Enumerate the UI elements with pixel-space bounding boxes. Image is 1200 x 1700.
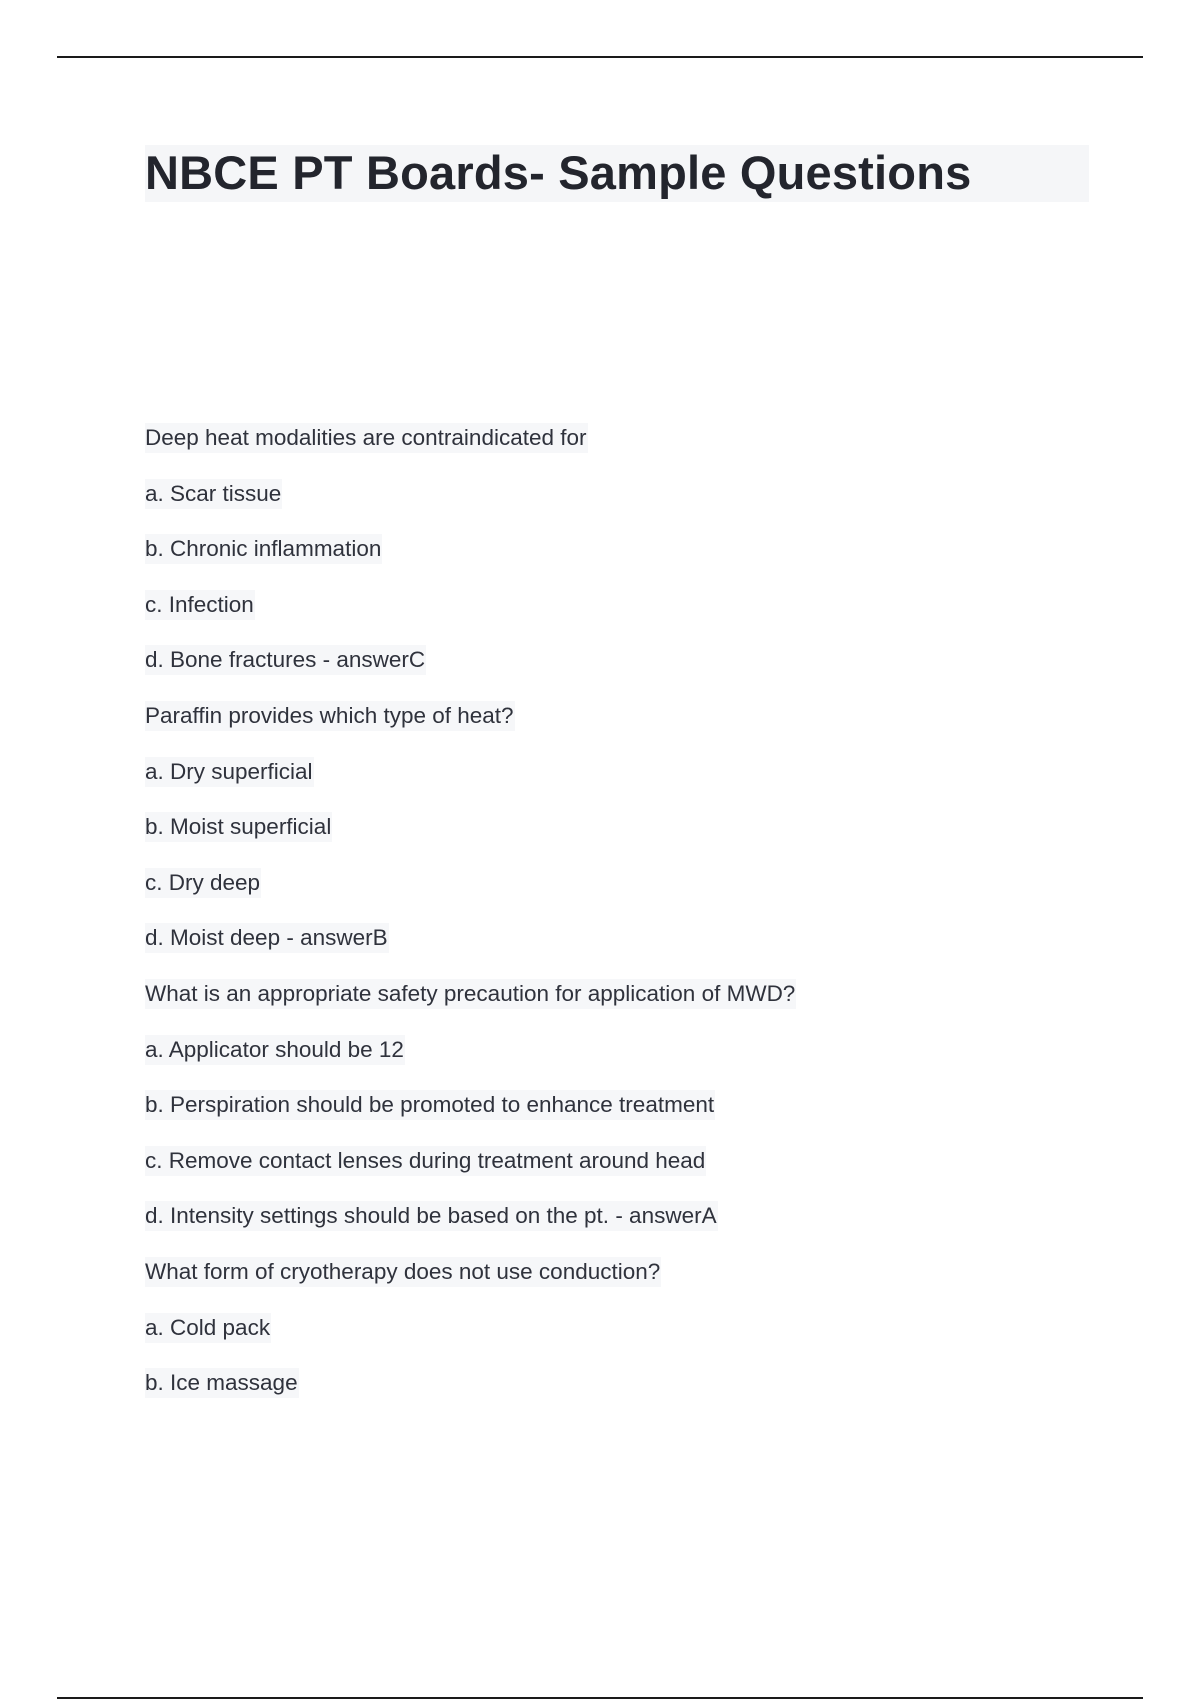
answer-option [145,923,1095,979]
line-text: d. Bone fractures - answerC [145,645,426,675]
line-text: d. Intensity settings should be based on the pt. - answerA [145,1201,718,1231]
answer-option [145,1201,1095,1257]
page-title: NBCE PT Boards- Sample Questions [145,146,972,199]
answer-option [145,1146,1095,1202]
answer-option [145,1313,1095,1369]
answer-option [145,590,1095,646]
question-list [145,423,1095,1424]
line-text: c. Dry deep [145,868,261,898]
line-text: Deep heat modalities are contraindicated for [145,423,588,453]
line-text: a. Cold pack [145,1313,271,1343]
line-text: What form of cryotherapy does not use conduction? [145,1257,661,1287]
line-text: a. Scar tissue [145,479,282,509]
question-text [145,1257,1095,1313]
question-text [145,423,1095,479]
line-text: b. Perspiration should be promoted to enhance treatment [145,1090,715,1120]
line-text: c. Remove contact lenses during treatment around head [145,1146,706,1176]
answer-option [145,868,1095,924]
line-text: c. Infection [145,590,255,620]
line-text: d. Moist deep - answerB [145,923,389,953]
line-text: What is an appropriate safety precaution for application of MWD? [145,979,796,1009]
line-text: b. Ice massage [145,1368,299,1398]
line-text: a. Applicator should be 12 [145,1035,405,1065]
answer-option [145,1090,1095,1146]
answer-option [145,534,1095,590]
header-rule [57,56,1143,58]
line-text: Paraffin provides which type of heat? [145,701,515,731]
line-text: b. Chronic inflammation [145,534,382,564]
answer-option [145,1035,1095,1091]
answer-option [145,812,1095,868]
answer-option [145,757,1095,813]
question-text [145,701,1095,757]
answer-option [145,1368,1095,1424]
footer-rule [57,1697,1143,1699]
answer-option [145,645,1095,701]
line-text: a. Dry superficial [145,757,314,787]
answer-option [145,479,1095,535]
question-text [145,979,1095,1035]
line-text: b. Moist superficial [145,812,332,842]
